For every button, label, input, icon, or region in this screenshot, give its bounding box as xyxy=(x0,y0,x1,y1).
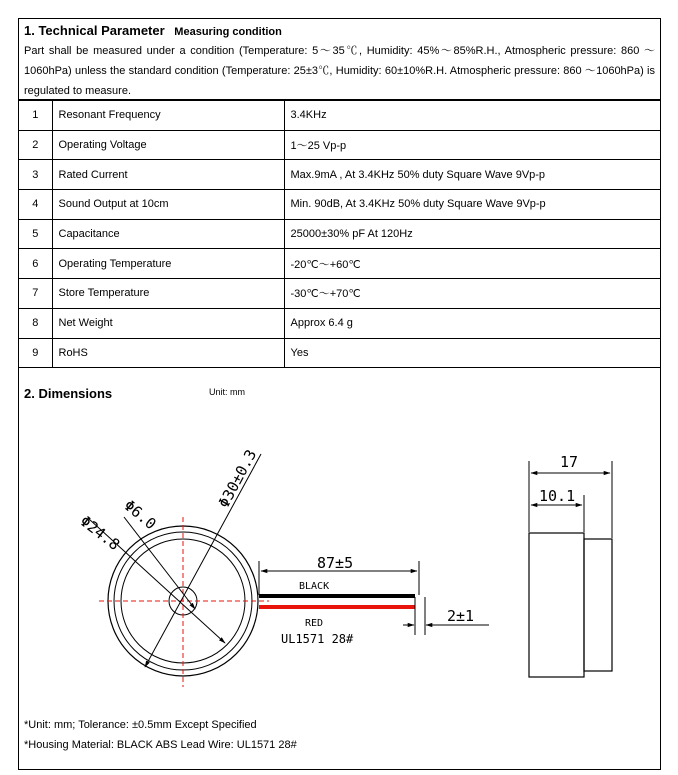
parameter-row xyxy=(19,249,660,279)
parameter-row xyxy=(19,101,660,131)
param-value: 1～25 Vp-p xyxy=(284,130,660,160)
outer-diameter-label: Φ30±0.3 xyxy=(214,446,261,511)
param-value: 3.4KHz xyxy=(284,101,660,131)
dimension-drawing xyxy=(19,399,660,699)
param-number: 9 xyxy=(19,338,52,368)
param-value: 25000±30% pF At 120Hz xyxy=(284,219,660,249)
param-number: 6 xyxy=(19,249,52,279)
param-number: 7 xyxy=(19,279,52,309)
total-height-label: 17 xyxy=(560,453,579,471)
measuring-condition-text: Part shall be measured under a condition (Temperature: 5～35℃, Humidity: 45%～85%R.H., Atmospheric pressure: 860 ～1060hPa) unless the standard condition (Temperature: 25±3℃, Humidity: 60±10%R.H. Atmospheric pressure: 860 ～1060hPa) is regulated to measure. xyxy=(24,45,655,97)
param-number: 5 xyxy=(19,219,52,249)
param-value: Min. 90dB, At 3.4KHz 50% duty Square Wave 9Vp-p xyxy=(284,190,660,220)
parameter-row xyxy=(19,130,660,160)
param-name: Rated Current xyxy=(52,160,284,190)
inner-diameter-label: Φ6.0 xyxy=(120,496,160,534)
param-name: Resonant Frequency xyxy=(52,101,284,131)
param-number: 8 xyxy=(19,308,52,338)
param-value: Max.9mA , At 3.4KHz 50% duty Square Wave 9Vp-p xyxy=(284,160,660,190)
param-number: 1 xyxy=(19,101,52,131)
wire-spec-label: UL1571 28# xyxy=(281,632,354,646)
param-value: Yes xyxy=(284,338,660,368)
parameter-row xyxy=(19,308,660,338)
param-name: RoHS xyxy=(52,338,284,368)
param-number: 4 xyxy=(19,190,52,220)
param-value: -30℃～+70℃ xyxy=(284,279,660,309)
section1-title: 1. Technical Parameter xyxy=(24,23,165,38)
param-name: Operating Voltage xyxy=(52,130,284,160)
param-value: -20℃～+60℃ xyxy=(284,249,660,279)
black-wire-label: BLACK xyxy=(299,581,330,592)
param-name: Sound Output at 10cm xyxy=(52,190,284,220)
tolerance-note: *Unit: mm; Tolerance: ±0.5mm Except Specified xyxy=(24,719,257,731)
parameter-row xyxy=(19,279,660,309)
parameter-table xyxy=(19,100,660,368)
param-number: 2 xyxy=(19,130,52,160)
parameter-row xyxy=(19,219,660,249)
parameter-row xyxy=(19,338,660,368)
red-wire-label: RED xyxy=(305,618,324,629)
param-number: 3 xyxy=(19,160,52,190)
strip-length-label: 2±1 xyxy=(447,607,475,625)
parameter-row xyxy=(19,190,660,220)
wire-length-label: 87±5 xyxy=(317,554,354,572)
section2-title: 2. Dimensions xyxy=(24,386,113,401)
dimensions-unit: Unit: mm xyxy=(209,387,245,397)
parameter-row xyxy=(19,160,660,190)
technical-parameter-header xyxy=(19,19,660,100)
param-name: Net Weight xyxy=(52,308,284,338)
param-value: Approx 6.4 g xyxy=(284,308,660,338)
param-name: Store Temperature xyxy=(52,279,284,309)
measuring-condition-label: Measuring condition xyxy=(174,26,282,38)
body-height-label: 10.1 xyxy=(539,487,576,505)
section1-title-line xyxy=(24,22,655,41)
mid-diameter-label: Φ24.8 xyxy=(76,511,124,554)
param-name: Capacitance xyxy=(52,219,284,249)
param-name: Operating Temperature xyxy=(52,249,284,279)
material-note: *Housing Material: BLACK ABS Lead Wire: UL1571 28# xyxy=(24,739,297,751)
spec-sheet xyxy=(18,18,661,770)
inner-diameter-leader xyxy=(124,517,195,609)
